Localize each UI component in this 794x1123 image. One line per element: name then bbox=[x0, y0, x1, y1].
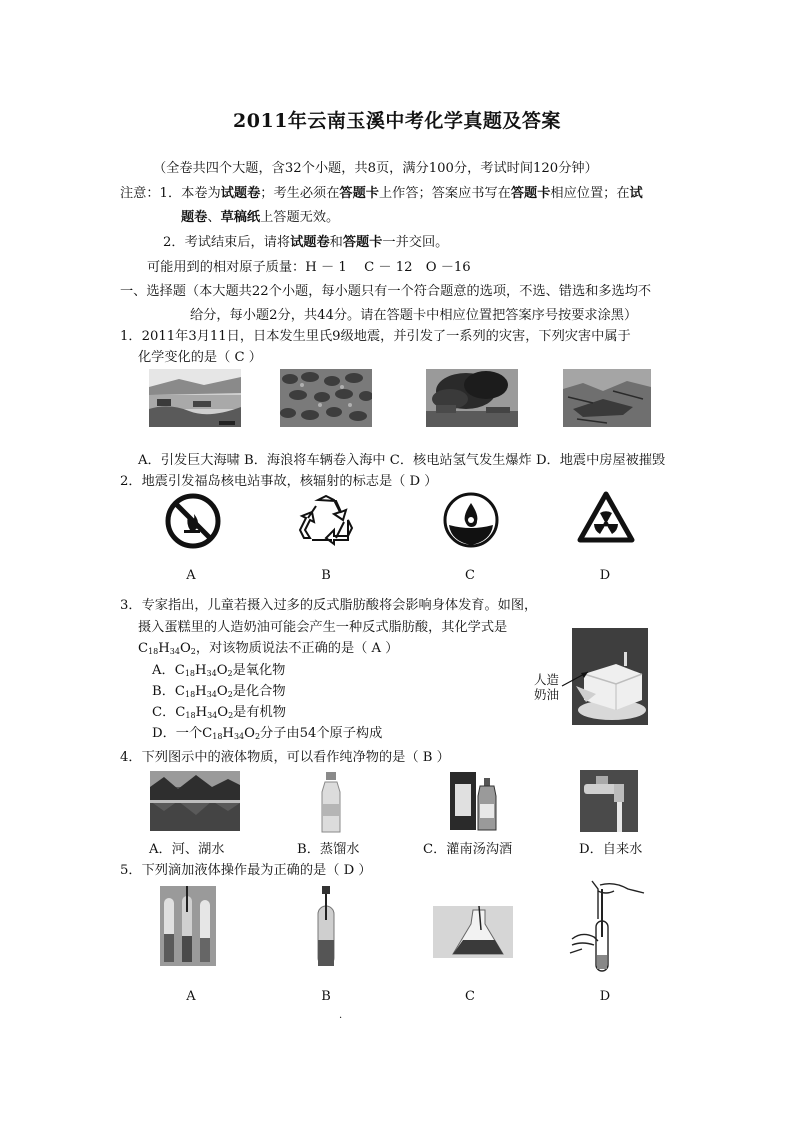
formula-c: C bbox=[202, 726, 213, 741]
note-text: 2．考试结束后，请将 bbox=[163, 235, 291, 250]
lake-photo bbox=[150, 771, 240, 831]
note-bold: 试题卷 bbox=[290, 235, 330, 250]
footer-mark: . bbox=[339, 1010, 343, 1021]
formula-h: H bbox=[222, 726, 234, 741]
dropper-b-photo bbox=[306, 886, 346, 966]
note-text: 注意：1．本卷为 bbox=[120, 186, 221, 201]
formula-o: O bbox=[179, 641, 191, 656]
no-fire-icon bbox=[162, 492, 224, 550]
formula-o: O bbox=[244, 726, 255, 741]
note-bold: 试 bbox=[629, 186, 643, 201]
q3-stem-line-3 bbox=[138, 640, 398, 661]
radiation-icon bbox=[577, 491, 635, 543]
formula-h: H bbox=[158, 641, 170, 656]
formula-h: H bbox=[195, 684, 207, 699]
tap-photo bbox=[580, 770, 638, 832]
recycle-icon bbox=[296, 492, 356, 548]
q4-option-b: B．蒸馏水 bbox=[297, 842, 360, 857]
formula-sub: 18 bbox=[185, 711, 196, 720]
q3-option-d bbox=[152, 725, 382, 746]
note-text: 、 bbox=[207, 210, 221, 225]
formula-sub: 2 bbox=[254, 732, 261, 741]
option-prefix: B． bbox=[152, 684, 175, 699]
page-title: 2011年云南玉溪中考化学真题及答案 bbox=[233, 110, 561, 132]
formula-c: C bbox=[138, 641, 149, 656]
q2-label-c: C bbox=[465, 568, 475, 583]
q5-label-a: A bbox=[186, 989, 196, 1004]
q4-stem: 4．下列图示中的液体物质，可以看作纯净物的是（ B ） bbox=[120, 750, 450, 765]
q3-stem-line-1: 3．专家指出，儿童若摄入过多的反式脂肪酸将会影响身体发育。如图， bbox=[120, 598, 538, 613]
formula-c: C bbox=[175, 705, 186, 720]
q4-option-a: A．河、湖水 bbox=[149, 842, 225, 857]
note-text: 上作答；答案应书写在 bbox=[378, 186, 511, 201]
option-prefix: A． bbox=[152, 663, 175, 678]
q4-option-d: D．自来水 bbox=[579, 842, 643, 857]
cake-label-line-2: 奶油 bbox=[534, 687, 560, 702]
q3-option-c bbox=[152, 704, 286, 725]
q1-stem-line-2: 化学变化的是（ C ） bbox=[138, 350, 262, 365]
option-text: 是氧化物 bbox=[232, 663, 286, 678]
note-bold: 题卷 bbox=[181, 210, 208, 225]
option-text: 是化合物 bbox=[232, 684, 286, 699]
explosion-photo bbox=[426, 369, 518, 427]
q5-stem: 5．下列滴加液体操作最为正确的是（ D ） bbox=[120, 863, 372, 878]
cake-pointer-arrow bbox=[560, 668, 592, 690]
tsunami-photo bbox=[149, 369, 241, 427]
formula-sub: 2 bbox=[228, 711, 234, 720]
note-2 bbox=[163, 234, 448, 252]
q5-label-d: D bbox=[599, 989, 611, 1004]
note-bold: 试题卷 bbox=[220, 186, 261, 201]
note-bold: 答题卡 bbox=[339, 186, 379, 201]
q3-option-b bbox=[152, 683, 286, 704]
formula-sub: 34 bbox=[207, 711, 218, 720]
q4-option-c: C．灌南汤沟酒 bbox=[423, 842, 513, 857]
formula-sub: 18 bbox=[148, 647, 159, 656]
formula-o: O bbox=[217, 705, 229, 720]
dropper-d-photo bbox=[568, 879, 648, 975]
note-1-line-1 bbox=[120, 185, 643, 203]
note-text: ；考生必须在 bbox=[260, 186, 340, 201]
option-prefix: D．一个 bbox=[152, 726, 203, 741]
formula-o: O bbox=[216, 684, 228, 699]
note-text: 和 bbox=[329, 235, 343, 250]
formula-h: H bbox=[195, 663, 207, 678]
formula-sub: 2 bbox=[227, 669, 233, 678]
formula-sub: 2 bbox=[190, 647, 196, 656]
section-1-line-1: 一、选择题（本大题共22个小题，每小题只有一个符合题意的选项，不选、错选和多选均不 bbox=[120, 284, 652, 299]
dropper-a-photo bbox=[160, 886, 216, 966]
formula-sub: 34 bbox=[206, 690, 217, 699]
q2-stem: 2．地震引发福岛核电站事故，核辐射的标志是（ D ） bbox=[120, 474, 438, 489]
q3-stem-tail: ，对该物质说法不正确的是（ A ） bbox=[195, 641, 399, 656]
formula-sub: 2 bbox=[227, 690, 233, 699]
note-1-line-2 bbox=[181, 209, 339, 227]
dropper-c-photo bbox=[433, 906, 513, 958]
note-bold: 草稿纸 bbox=[220, 210, 261, 225]
note-text: 上答题无效。 bbox=[260, 210, 340, 225]
q1-stem-line-1: 1．2011年3月11日，日本发生里氏9级地震，并引发了一系列的灾害，下列灾害中属于 bbox=[120, 329, 631, 344]
liquor-photo bbox=[448, 770, 498, 832]
option-text: 是有机物 bbox=[233, 705, 286, 720]
note-bold: 答题卡 bbox=[510, 186, 551, 201]
cars-swept-photo bbox=[280, 369, 372, 427]
section-1-line-2: 给分，每小题2分，共44分。请在答题卡中相应位置把答案序号按要求涂黑） bbox=[190, 308, 638, 323]
water-bottle-photo bbox=[316, 770, 346, 836]
note-text: 相应位置；在 bbox=[550, 186, 630, 201]
house-destroyed-photo bbox=[563, 369, 651, 427]
q3-option-a bbox=[152, 662, 285, 683]
formula-sub: 18 bbox=[212, 732, 223, 741]
cake-label bbox=[534, 672, 559, 702]
note-text: 一并交回。 bbox=[382, 235, 449, 250]
cake-label-line-1: 人造 bbox=[534, 672, 560, 687]
formula-sub: 18 bbox=[184, 690, 196, 699]
formula-c: C bbox=[174, 663, 185, 678]
q1-options: A．引发巨大海啸 B．海浪将车辆卷入海中 C．核电站氢气发生爆炸 D．地震中房屋被摧毁 bbox=[138, 453, 666, 468]
formula-c: C bbox=[174, 684, 185, 699]
q2-label-d: D bbox=[599, 568, 611, 583]
water-drop-icon bbox=[441, 491, 501, 549]
q2-label-b: B bbox=[321, 568, 331, 583]
q5-label-c: C bbox=[465, 989, 475, 1004]
formula-sub: 34 bbox=[169, 647, 180, 656]
formula-o: O bbox=[216, 663, 228, 678]
formula-sub: 34 bbox=[206, 669, 217, 678]
atomic-masses: 可能用到的相对原子质量：H － 1 C － 12 O －16 bbox=[147, 260, 471, 275]
formula-h: H bbox=[195, 705, 208, 720]
option-prefix: C． bbox=[152, 705, 176, 720]
formula-sub: 34 bbox=[233, 732, 245, 741]
note-bold: 答题卡 bbox=[342, 235, 383, 250]
exam-intro: （全卷共四个大题，含32个小题，共8页，满分100分，考试时间120分钟） bbox=[153, 161, 598, 176]
option-text: 分子由54个原子构成 bbox=[260, 726, 383, 741]
q2-label-a: A bbox=[186, 568, 196, 583]
q5-label-b: B bbox=[321, 989, 331, 1004]
q3-stem-line-2: 摄入蛋糕里的人造奶油可能会产生一种反式脂肪酸，其化学式是 bbox=[138, 620, 508, 635]
formula-sub: 18 bbox=[184, 669, 195, 678]
